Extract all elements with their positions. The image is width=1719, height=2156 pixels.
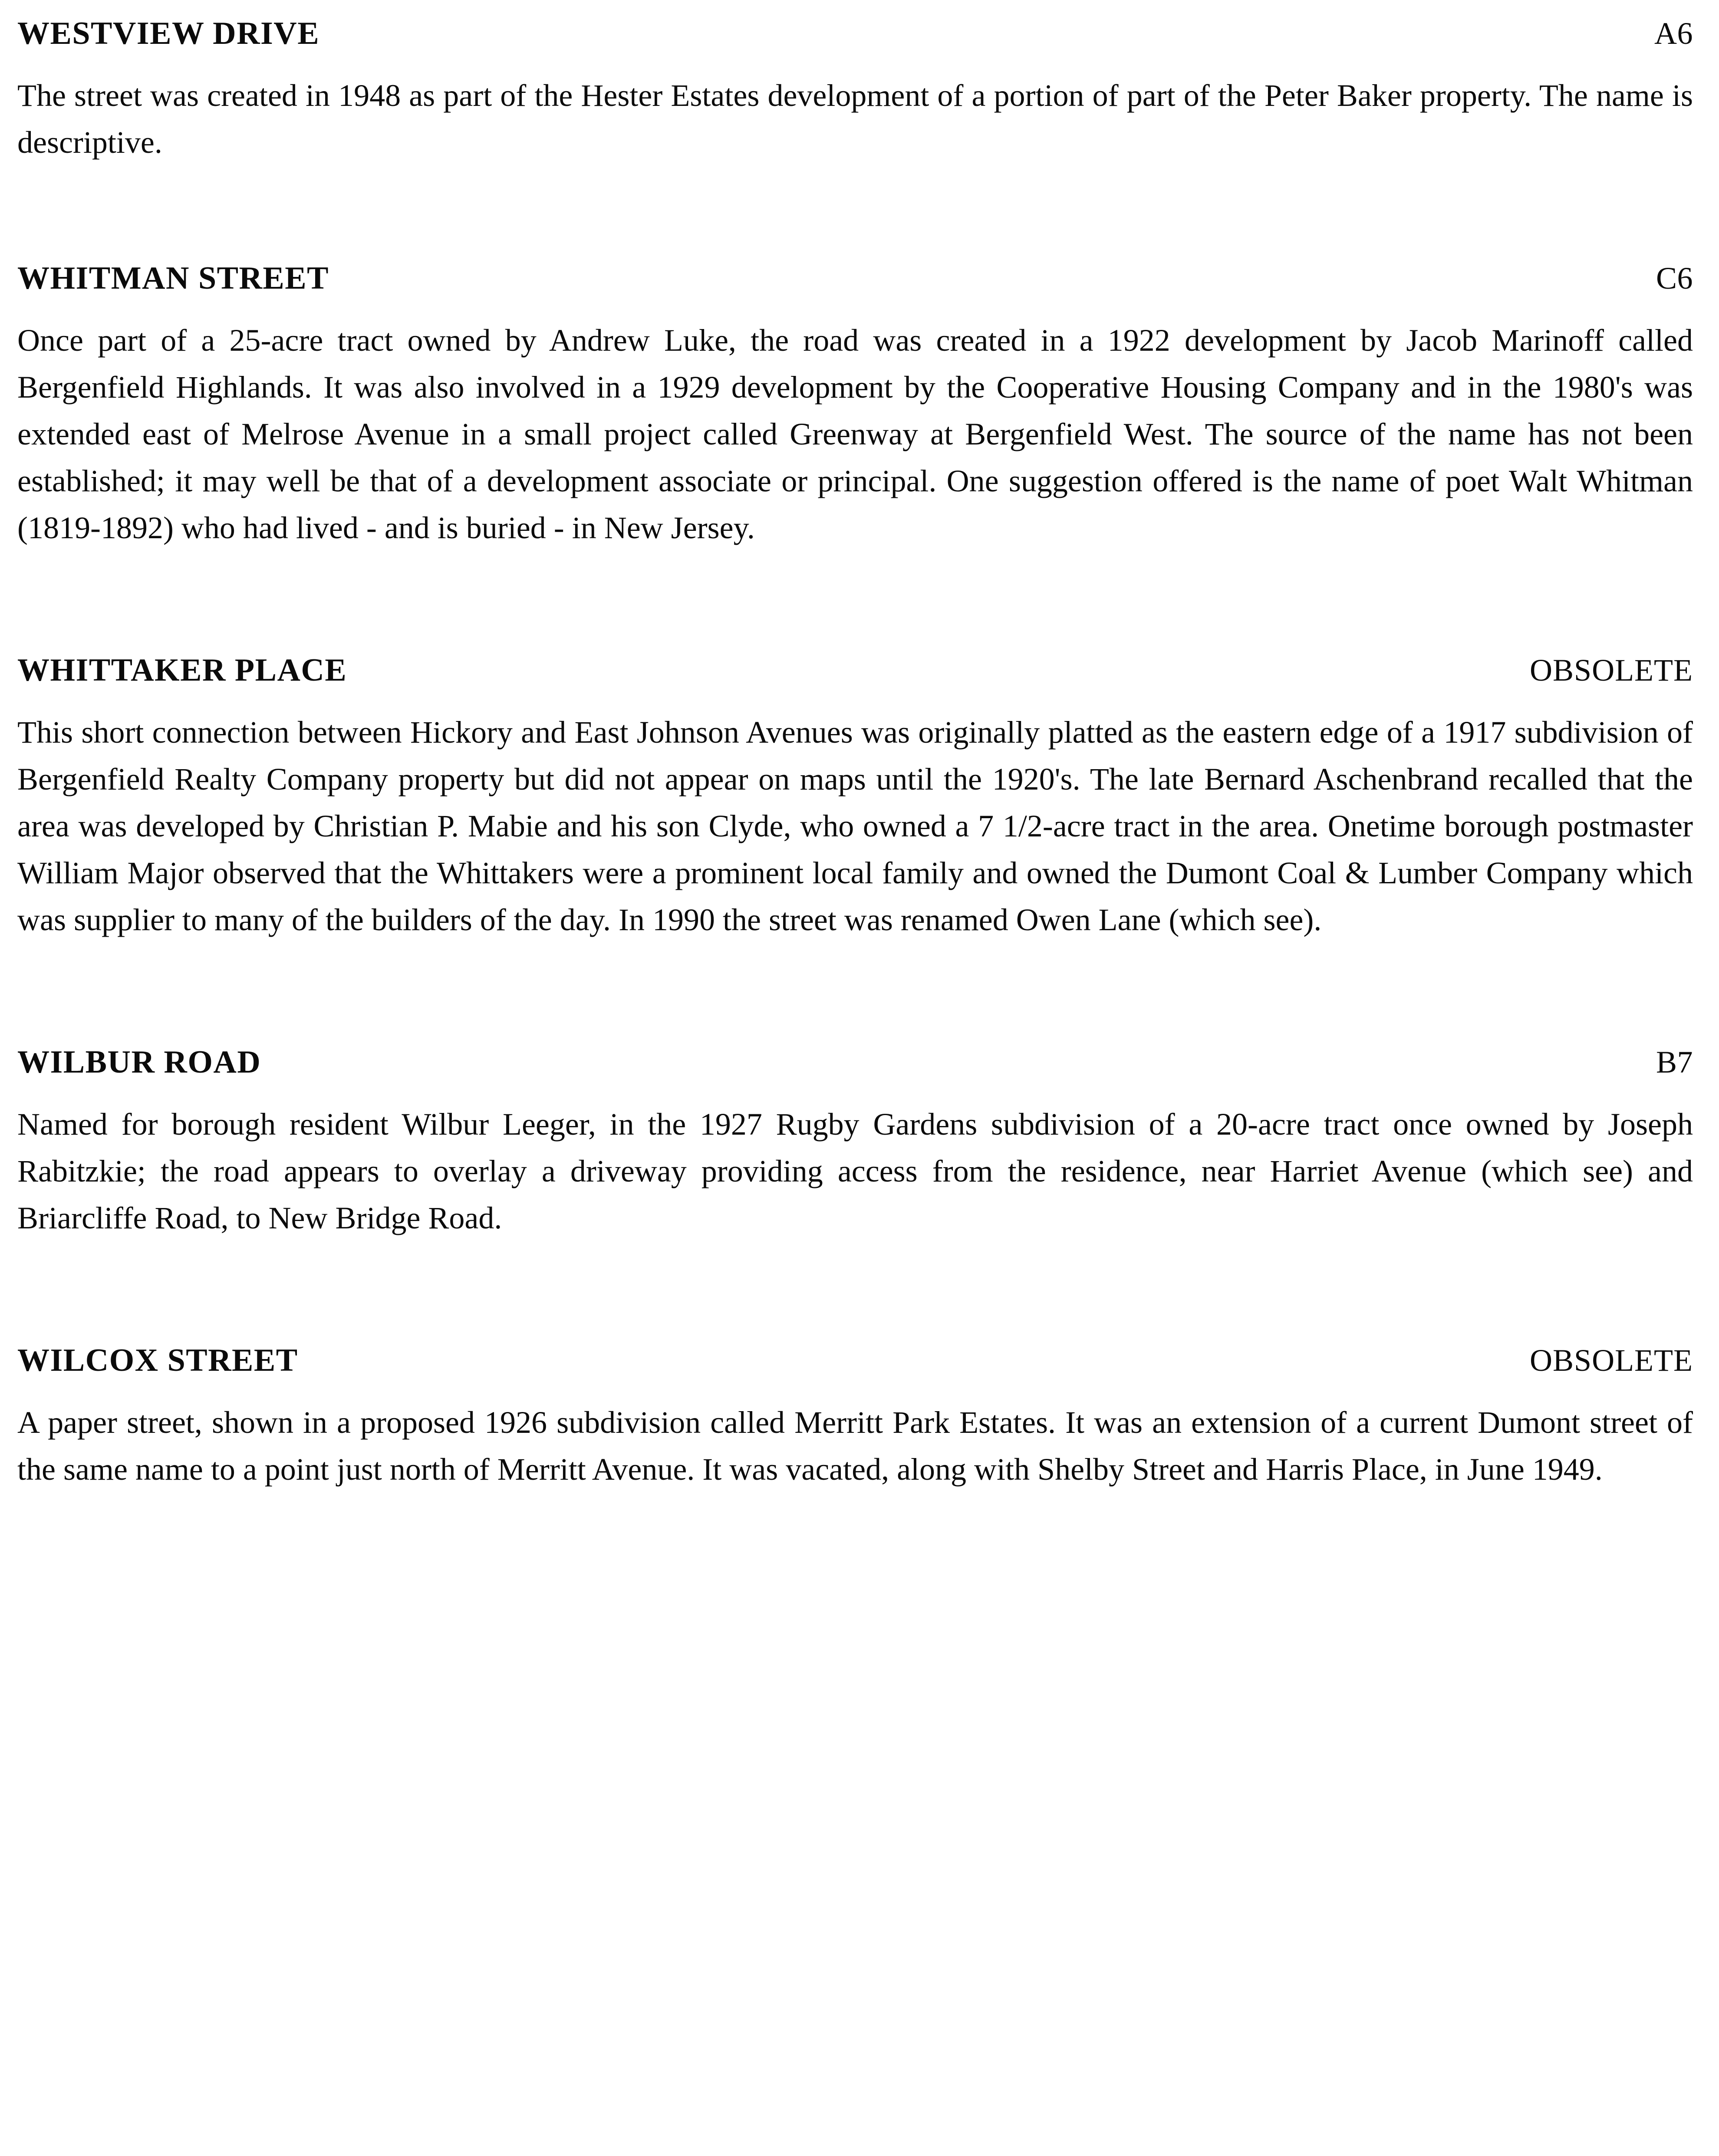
entry-map-reference: OBSOLETE — [1530, 653, 1693, 688]
entry-spacer — [17, 197, 1693, 262]
entry-map-reference: A6 — [1654, 16, 1693, 51]
dictionary-entry — [17, 262, 1693, 551]
entry-header — [17, 654, 1693, 686]
entry-title: WILCOX STREET — [17, 1343, 298, 1378]
entry-map-reference: OBSOLETE — [1530, 1343, 1693, 1378]
entry-header — [17, 17, 1693, 49]
entry-spacer — [17, 1273, 1693, 1344]
dictionary-entry — [17, 654, 1693, 943]
entry-spacer — [17, 974, 1693, 1046]
entry-description: The street was created in 1948 as part of the Hester Estates development of a portion of part of the Peter Baker property. The name is descriptive. — [17, 78, 1693, 160]
dictionary-entry — [17, 17, 1693, 166]
entry-map-reference: C6 — [1656, 261, 1693, 296]
dictionary-entry — [17, 1344, 1693, 1493]
entry-description: Named for borough resident Wilbur Leeger, in the 1927 Rugby Gardens subdivision of a 20-acre tract once owned by Joseph Rabitzkie; the road appears to overlay a driveway providing access from the residence, near Harriet Avenue (which see) and Briarcliffe Road, to New Bridge Road. — [17, 1107, 1693, 1235]
entry-title: WHITTAKER PLACE — [17, 652, 347, 688]
entry-title: WILBUR ROAD — [17, 1044, 261, 1080]
entry-description: A paper street, shown in a proposed 1926 subdivision called Merritt Park Estates. It was an extension of a current Dumont street of the same name to a point just north of Merritt Avenue. It was vacated, along with Shelby Street and Harris Place, in June 1949. — [17, 1405, 1693, 1487]
entry-description: This short connection between Hickory and East Johnson Avenues was originally platted as the eastern edge of a 1917 subdivision of Bergenfield Realty Company property but did not appear on maps until the 1920's. The late Bernard Aschenbrand recalled that the area was developed by Christian P. Mabie and his son Clyde, who owned a 7 1/2-acre tract in the area. Onetime borough postmaster William Major observed that the Whittakers were a prominent local family and owned the Dumont Coal & Lumber Company which was supplier to many of the builders of the day. In 1990 the street was renamed Owen Lane (which see). — [17, 715, 1693, 937]
dictionary-entry — [17, 1046, 1693, 1241]
entry-title: WESTVIEW DRIVE — [17, 16, 320, 51]
entry-spacer — [17, 583, 1693, 654]
entry-header — [17, 262, 1693, 294]
entry-header — [17, 1046, 1693, 1078]
entry-header — [17, 1344, 1693, 1376]
entry-map-reference: B7 — [1656, 1045, 1693, 1080]
entry-title: WHITMAN STREET — [17, 260, 329, 296]
entry-description: Once part of a 25-acre tract owned by Andrew Luke, the road was created in a 1922 development by Jacob Marinoff called Bergenfield Highlands. It was also involved in a 1929 development by the Cooperative Housing Company and in the 1980's was extended east of Melrose Avenue in a small project called Greenway at Bergenfield West. The source of the name has not been established; it may well be that of a development associate or principal. One suggestion offered is the name of poet Walt Whitman (1819-1892) who had lived - and is buried - in New Jersey. — [17, 323, 1693, 545]
